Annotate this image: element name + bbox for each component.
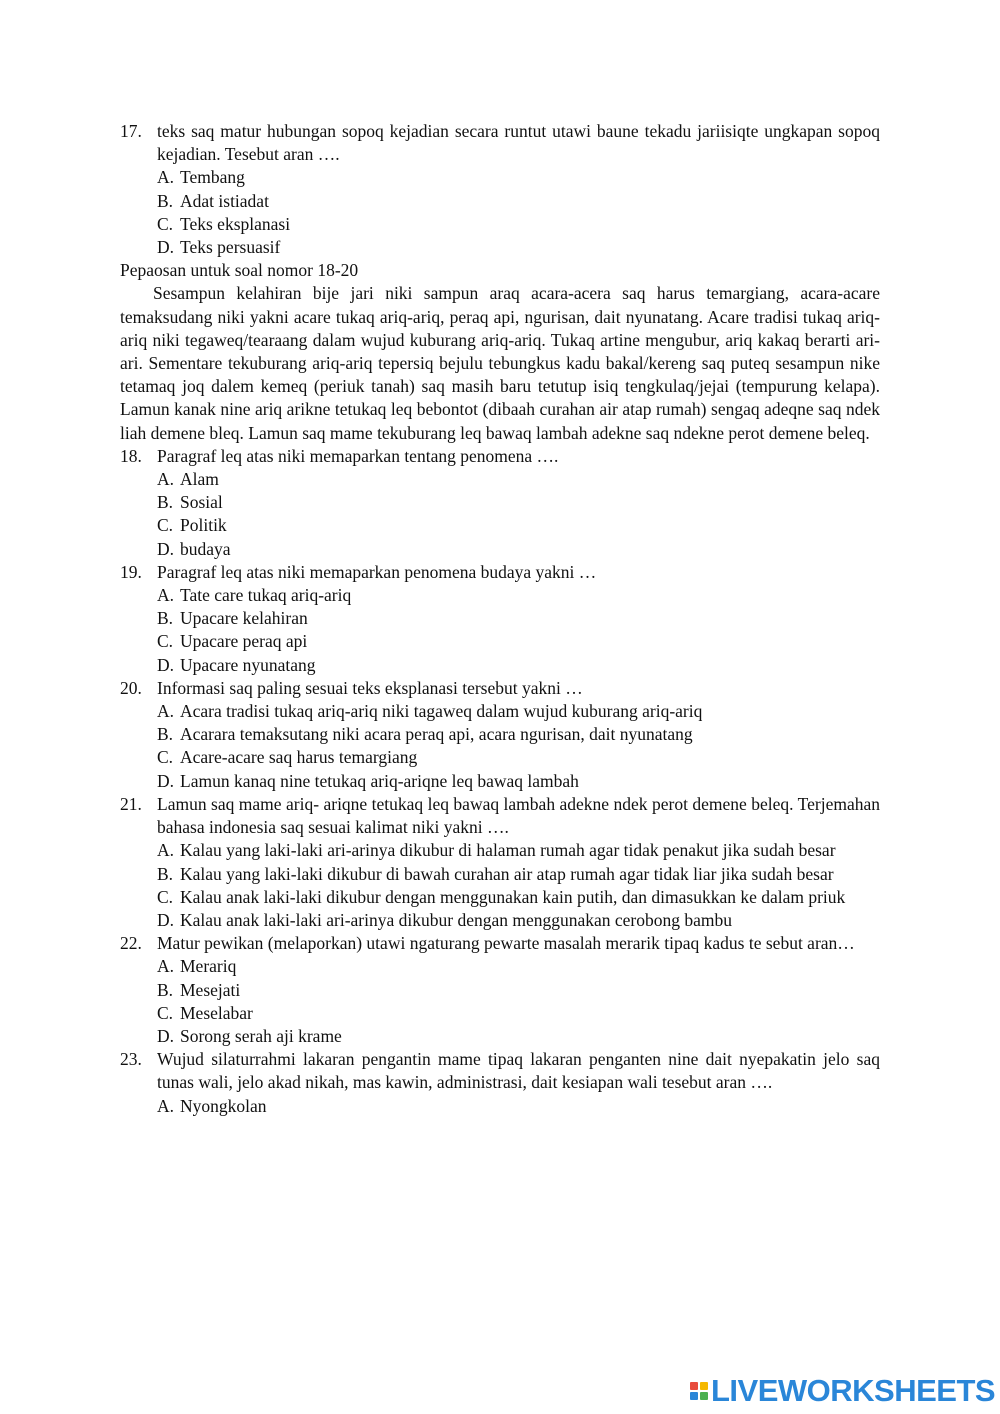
question-text: Wujud silaturrahmi lakaran pengantin mame tipaq lakaran penganten nine dait nyepakatin jelo saq tunas wali, jelo akad nikah, mas kawin, administrasi, dait kesiapan wali tesebut aran …. xyxy=(157,1049,880,1093)
question-text: teks saq matur hubungan sopoq kejadian secara runtut utawi baune tekadu jariisiqte ungkapan sopoq kejadian. Tesebut aran …. xyxy=(157,121,880,165)
answer-option[interactable] xyxy=(157,1095,880,1118)
option-text: Kalau anak laki-laki dikubur dengan menggunakan kain putih, dan dimasukkan ke dalam priuk xyxy=(180,886,846,907)
logo-square xyxy=(700,1392,708,1400)
answer-option[interactable] xyxy=(157,909,880,932)
option-text: Acarara temaksutang niki acara peraq api, acara ngurisan, dait nyunatang xyxy=(180,724,693,745)
option-letter: B. xyxy=(157,979,174,1000)
option-letter: A. xyxy=(157,585,175,606)
option-text: Teks eksplanasi xyxy=(180,213,291,234)
question-item xyxy=(120,561,880,677)
answer-option[interactable] xyxy=(157,955,880,978)
option-text: Upacare kelahiran xyxy=(180,608,308,629)
option-text: Upacare nyunatang xyxy=(180,654,316,675)
option-text: Tate care tukaq ariq-ariq xyxy=(180,585,352,606)
option-letter: B. xyxy=(157,724,174,745)
option-text: Politik xyxy=(180,515,227,536)
option-letter: C. xyxy=(157,747,174,768)
question-number: 18. xyxy=(120,445,142,466)
option-text: Sosial xyxy=(180,492,223,513)
question-item xyxy=(120,120,880,259)
option-text: Kalau yang laki-laki ari-arinya dikubur di halaman rumah agar tidak penakut jika sudah besar xyxy=(180,840,836,861)
passage-title: Pepaosan untuk soal nomor 18-20 xyxy=(120,260,359,281)
option-letter: A. xyxy=(157,956,175,977)
option-letter: A. xyxy=(157,469,175,490)
question-group-b xyxy=(120,445,880,1118)
logo-grid-icon xyxy=(690,1382,708,1400)
answer-option[interactable] xyxy=(157,746,880,769)
question-item xyxy=(120,793,880,932)
question-text: Paragraf leq atas niki memaparkan tentang penomena …. xyxy=(157,445,559,466)
question-item xyxy=(120,677,880,793)
logo-square xyxy=(690,1392,698,1400)
answer-option[interactable] xyxy=(157,723,880,746)
answer-option[interactable] xyxy=(157,700,880,723)
answer-option[interactable] xyxy=(157,538,880,561)
answer-option[interactable] xyxy=(157,863,880,886)
option-text: Mesejati xyxy=(180,979,241,1000)
question-number: 21. xyxy=(120,793,142,814)
answer-option[interactable] xyxy=(157,654,880,677)
option-letter: C. xyxy=(157,886,174,907)
option-letter: C. xyxy=(157,631,174,652)
option-letter: B. xyxy=(157,608,174,629)
option-text: Kalau yang laki-laki dikubur di bawah curahan air atap rumah agar tidak liar jika sudah besar xyxy=(180,863,834,884)
option-text: Nyongkolan xyxy=(180,1095,267,1116)
answer-option[interactable] xyxy=(157,1002,880,1025)
option-letter: A. xyxy=(157,1095,175,1116)
question-text: Informasi saq paling sesuai teks eksplanasi tersebut yakni … xyxy=(157,677,583,698)
answer-option[interactable] xyxy=(157,514,880,537)
answer-option[interactable] xyxy=(157,630,880,653)
answer-option[interactable] xyxy=(157,468,880,491)
option-letter: A. xyxy=(157,701,175,722)
option-letter: D. xyxy=(157,1025,175,1046)
option-letter: D. xyxy=(157,237,175,258)
option-letter: D. xyxy=(157,538,175,559)
option-letter: B. xyxy=(157,492,174,513)
option-letter: C. xyxy=(157,213,174,234)
answer-option[interactable] xyxy=(157,190,880,213)
answer-option[interactable] xyxy=(157,166,880,189)
answer-option[interactable] xyxy=(157,770,880,793)
question-text: Matur pewikan (melaporkan) utawi ngaturang pewarte masalah merarik tipaq kadus te sebut aran… xyxy=(157,933,855,954)
option-letter: D. xyxy=(157,909,175,930)
worksheet-page xyxy=(120,120,880,1118)
logo-square xyxy=(690,1382,698,1390)
option-text: Alam xyxy=(180,469,219,490)
question-number: 22. xyxy=(120,933,142,954)
option-letter: C. xyxy=(157,1002,174,1023)
answer-option[interactable] xyxy=(157,213,880,236)
option-text: Upacare peraq api xyxy=(180,631,308,652)
passage-text: Sesampun kelahiran bije jari niki sampun araq acara-acera saq harus temargiang, acara-acare temaksudang niki yakni acare tukaq ariq-ariq, peraq api, ngurisan, dait nyunatang. Acare tradisi tukaq ariq-ariq niki tegaweq/tearaang dalam wujud kuburang ariq-ariq. Tukaq artine mengubur, ariq kakaq berarti ari-ari. Sementare tekuburang ariq-ariq tepersiq bejulu tebungkus kadu bakal/kereng saq puteq sesampun nike tetamaq joq dalem kemeq (periuk tanah) saq masih baru tetutup isiq tengkulaq/jejai (tempurung kelapa). Lamun kanak nine ariq arikne tetukaq leq bebontot (dibaah curahan air atap rumah) sengaq adeqne saq ndek liah demene bleq. Lamun saq mame tekuburang leq bawaq lambah adekne saq ndekne perot demene beleq. xyxy=(120,283,880,443)
option-letter: A. xyxy=(157,167,175,188)
question-text: Lamun saq mame ariq- ariqne tetukaq leq bawaq lambah adekne ndek perot demene beleq. Terjemahan bahasa indonesia saq sesuai kalimat niki yakni …. xyxy=(157,793,880,838)
question-group-a xyxy=(120,120,880,259)
option-text: Lamun kanaq nine tetukaq ariq-ariqne leq bawaq lambah xyxy=(180,770,579,791)
option-letter: A. xyxy=(157,840,175,861)
question-number: 20. xyxy=(120,677,142,698)
option-letter: B. xyxy=(157,863,174,884)
question-text: Paragraf leq atas niki memaparkan penomena budaya yakni … xyxy=(157,561,597,582)
question-number: 17. xyxy=(120,121,142,141)
option-letter: D. xyxy=(157,654,175,675)
option-letter: B. xyxy=(157,190,174,211)
option-letter: D. xyxy=(157,770,175,791)
answer-option[interactable] xyxy=(157,979,880,1002)
question-item xyxy=(120,1048,880,1118)
logo-text: LIVEWORKSHEETS xyxy=(711,1373,996,1408)
answer-option[interactable] xyxy=(157,584,880,607)
answer-option[interactable] xyxy=(157,1025,880,1048)
option-letter: C. xyxy=(157,515,174,536)
answer-option[interactable] xyxy=(157,886,880,909)
option-text: Acara tradisi tukaq ariq-ariq niki tagaweq dalam wujud kuburang ariq-ariq xyxy=(180,701,703,722)
question-item xyxy=(120,932,880,1048)
option-text: Teks persuasif xyxy=(180,237,281,258)
answer-option[interactable] xyxy=(157,839,880,862)
liveworksheets-logo[interactable] xyxy=(690,1373,995,1409)
answer-option[interactable] xyxy=(157,236,880,259)
option-text: budaya xyxy=(180,538,231,559)
option-text: Sorong serah aji krame xyxy=(180,1025,342,1046)
option-text: Merariq xyxy=(180,956,237,977)
logo-square xyxy=(700,1382,708,1390)
option-text: Tembang xyxy=(180,167,245,188)
question-item xyxy=(120,445,880,561)
question-number: 23. xyxy=(120,1049,142,1070)
answer-option[interactable] xyxy=(157,491,880,514)
question-number: 19. xyxy=(120,561,142,582)
answer-option[interactable] xyxy=(157,607,880,630)
option-text: Adat istiadat xyxy=(180,190,269,211)
option-text: Meselabar xyxy=(180,1002,253,1023)
option-text: Kalau anak laki-laki ari-arinya dikubur dengan menggunakan cerobong bambu xyxy=(180,909,733,930)
option-text: Acare-acare saq harus temargiang xyxy=(180,747,418,768)
